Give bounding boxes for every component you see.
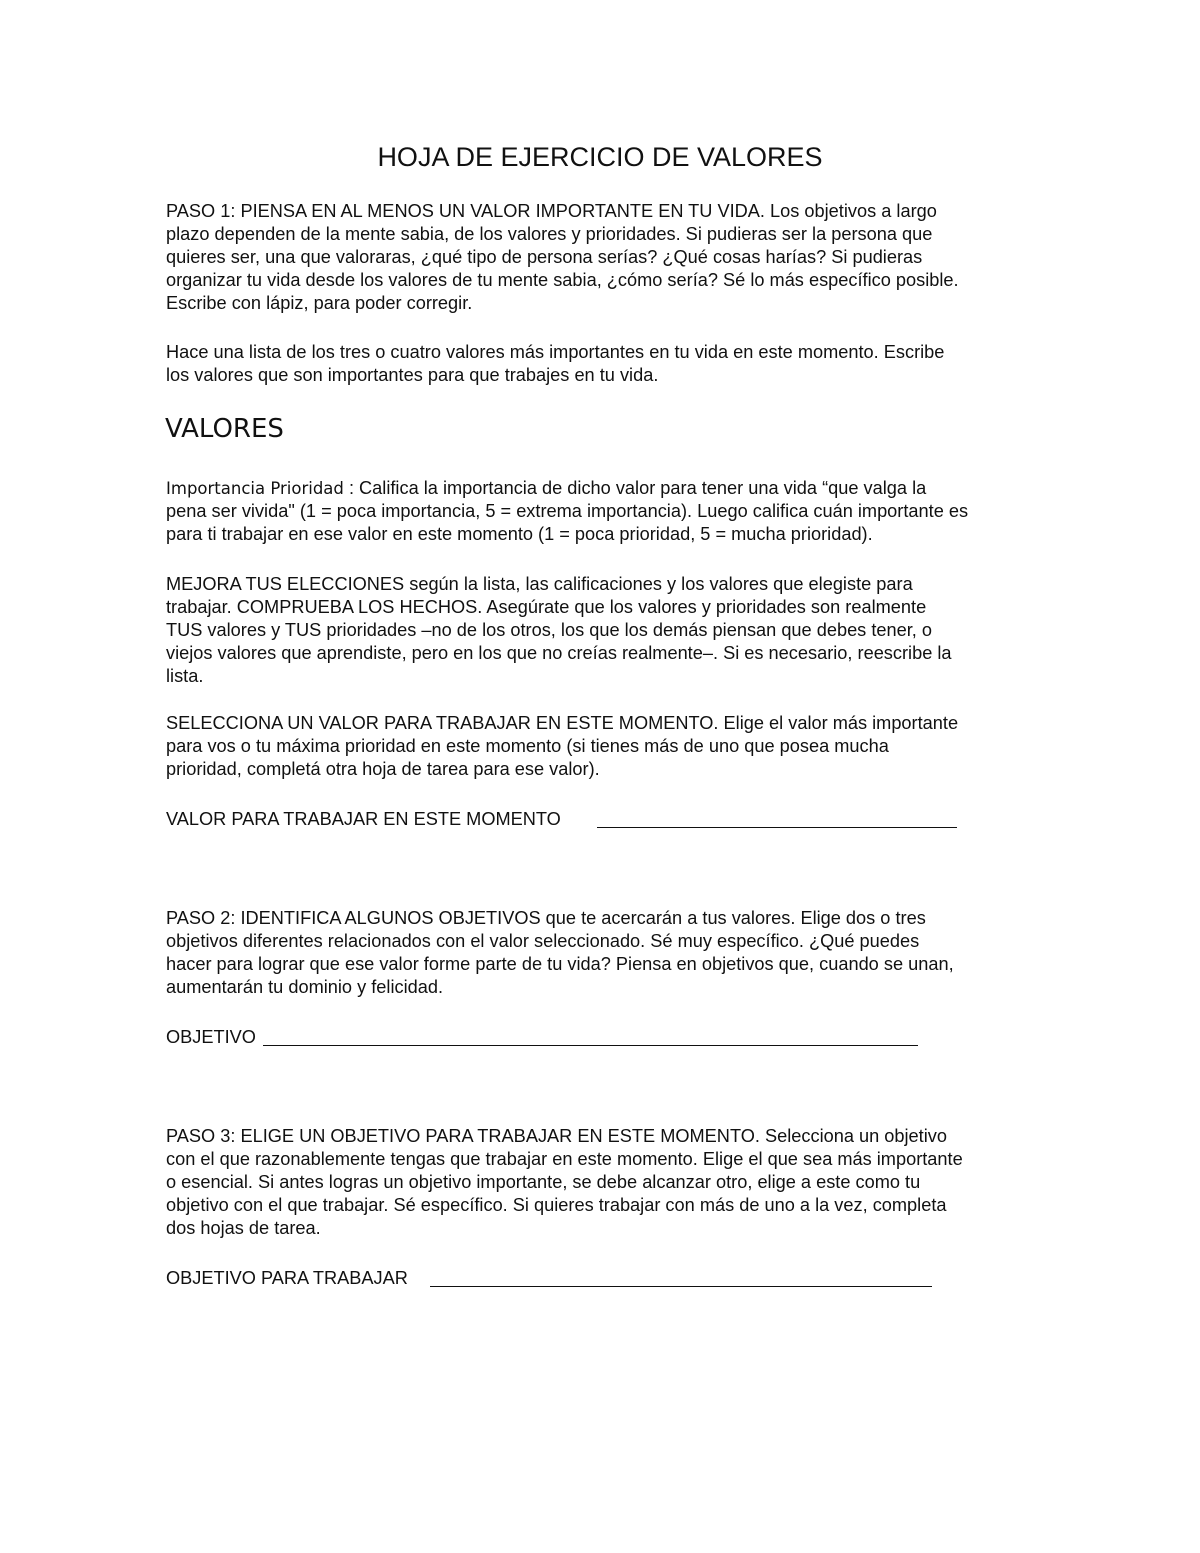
objetivo-field: [166, 1026, 256, 1049]
paso3-line: PASO 3: ELIGE UN OBJETIVO PARA TRABAJAR EN ESTE MOMENTO. Selecciona un objetivo: [166, 1126, 947, 1146]
mejora-line: trabajar. COMPRUEBA LOS HECHOS. Asegúrate que los valores y prioridades son realmente: [166, 597, 927, 617]
page-title: HOJA DE EJERCICIO DE VALORES: [377, 142, 823, 172]
paso2-paragraph: [166, 907, 1046, 999]
paso3-line: objetivo con el que trabajar. Sé específico. Si quieres trabajar con más de uno a la vez, completa: [166, 1195, 947, 1215]
paso2-line: objetivos diferentes relacionados con el valor seleccionado. Sé muy específico. ¿Qué puedes: [166, 931, 920, 951]
valor-answer-line[interactable]: [597, 827, 957, 828]
valor-field-label: VALOR PARA TRABAJAR EN ESTE MOMENTO: [166, 809, 561, 829]
importancia-line: para ti trabajar en ese valor en este momento (1 = poca prioridad, 5 = mucha prioridad).: [166, 524, 873, 544]
paso1-paragraph: [166, 200, 1046, 315]
paso3-line: con el que razonablemente tengas que trabajar en este momento. Elige el que sea más importante: [166, 1149, 963, 1169]
mejora-line: MEJORA TUS ELECCIONES según la lista, las calificaciones y los valores que elegiste para: [166, 574, 913, 594]
mejora-paragraph: [166, 573, 1046, 688]
importancia-line: pena ser vivida" (1 = poca importancia, 5 = extrema importancia). Luego califica cuán importante es: [166, 501, 969, 521]
valor-field: [166, 808, 561, 831]
paso1-line: quieres ser, una que valoraras, ¿qué tipo de persona serías? ¿Qué cosas harías? Si pudieras: [166, 247, 923, 267]
importancia-paragraph: [166, 477, 1046, 546]
lista-paragraph: [166, 341, 1046, 387]
lista-line: Hace una lista de los tres o cuatro valores más importantes en tu vida en este momento. Escribe: [166, 342, 945, 362]
selecciona-line: para vos o tu máxima prioridad en este momento (si tienes más de uno que posea mucha: [166, 736, 889, 756]
paso2-line: hacer para lograr que ese valor forme parte de tu vida? Piensa en objetivos que, cuando se unan,: [166, 954, 954, 974]
objetivo-answer-line[interactable]: [263, 1045, 918, 1046]
paso3-paragraph: [166, 1125, 1046, 1240]
paso3-line: dos hojas de tarea.: [166, 1218, 321, 1238]
selecciona-line: SELECCIONA UN VALOR PARA TRABAJAR EN ESTE MOMENTO. Elige el valor más importante: [166, 713, 959, 733]
mejora-line: viejos valores que aprendiste, pero en los que no creías realmente–. Si es necesario, reescribe la: [166, 643, 952, 663]
selecciona-line: prioridad, completá otra hoja de tarea para ese valor).: [166, 759, 600, 779]
importancia-line: : Califica la importancia de dicho valor para tener una vida “que valga la: [343, 478, 927, 498]
mejora-line: TUS valores y TUS prioridades –no de los otros, los que los demás piensan que debes tener, o: [166, 620, 932, 640]
selecciona-paragraph: [166, 712, 1046, 781]
valores-heading: VALORES: [165, 414, 284, 444]
paso2-line: PASO 2: IDENTIFICA ALGUNOS OBJETIVOS que te acercarán a tus valores. Elige dos o tres: [166, 908, 926, 928]
mejora-line: lista.: [166, 666, 204, 686]
paso1-line: organizar tu vida desde los valores de tu mente sabia, ¿cómo sería? Sé lo más específico posible.: [166, 270, 959, 290]
objetivo-trabajar-field: [166, 1267, 408, 1290]
objetivo-trabajar-answer-line[interactable]: [430, 1286, 932, 1287]
objetivo-field-label: OBJETIVO: [166, 1027, 256, 1047]
paso2-line: aumentarán tu dominio y felicidad.: [166, 977, 444, 997]
lista-line: los valores que son importantes para que trabajes en tu vida.: [166, 365, 659, 385]
paso1-line: plazo dependen de la mente sabia, de los valores y prioridades. Si pudieras ser la persona que: [166, 224, 933, 244]
importancia-label: Importancia Prioridad: [166, 479, 344, 498]
objetivo-trabajar-field-label: OBJETIVO PARA TRABAJAR: [166, 1268, 408, 1288]
paso1-line: Escribe con lápiz, para poder corregir.: [166, 293, 473, 313]
paso1-line: PASO 1: PIENSA EN AL MENOS UN VALOR IMPORTANTE EN TU VIDA. Los objetivos a largo: [166, 201, 937, 221]
paso3-line: o esencial. Si antes logras un objetivo importante, se debe alcanzar otro, elige a este como tu: [166, 1172, 921, 1192]
